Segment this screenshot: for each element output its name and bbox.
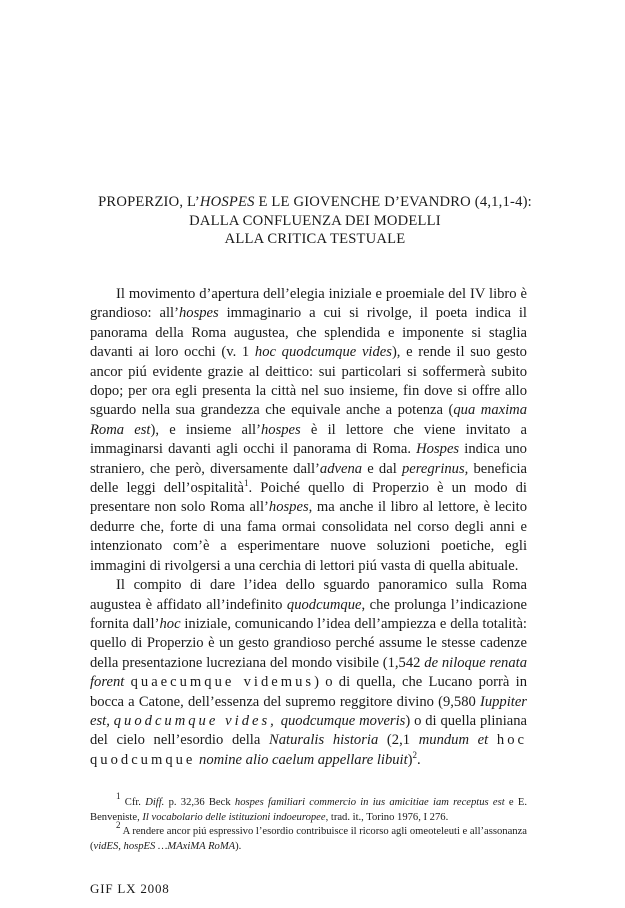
text: Cfr.: [120, 797, 146, 808]
italic-text: Diff.: [145, 797, 165, 808]
text: ): [407, 751, 413, 768]
text: , che prolunga l’indicazione fornita dall’: [90, 596, 527, 632]
text: .: [417, 751, 421, 768]
footnote-ref-2[interactable]: 2: [412, 749, 418, 760]
text: ) o di quella pliniana del cielo nell’esordio della: [90, 712, 527, 749]
text: Il movimento d’apertura dell’elegia iniziale e proemiale del IV libro è grandioso: all’: [90, 286, 527, 322]
italic-text: Il vocabolario delle istituzioni indoeuropee: [142, 811, 326, 823]
text: ) o di quella, che Lucano porrà in bocca a Catone, dell’essenza del supremo reggitore divino (9,580: [90, 674, 527, 710]
title-text: E LE GIOVENCHE D’EVANDRO (4,1,1-4):: [254, 194, 532, 210]
footnote-1: [90, 791, 527, 825]
text: immaginario a cui si rivolge, il poeta indica il panorama della Roma augustea, che splendida e imponente si staglia davanti ai loro occhi (v. 1: [90, 305, 527, 361]
spaced-italic-text: quodcumque vides,: [113, 712, 277, 729]
italic-text: hoc quodcumque vides: [254, 344, 392, 361]
italic-text: vidES, hospES …MAxiMA RoMA: [93, 840, 236, 852]
text: , trad. it., Torino 1976, I 276.: [325, 811, 449, 823]
spaced-text: hoc quodcumque: [90, 732, 527, 768]
text: (2,1: [378, 732, 419, 749]
italic-text: advena: [319, 460, 363, 477]
italic-text: Hospes: [416, 441, 460, 458]
title-text: PROPERZIO, L’: [98, 194, 200, 210]
text: p. 32,36 Beck: [164, 797, 235, 808]
footnotes: [90, 791, 527, 854]
text: ), e insieme all’: [150, 421, 261, 438]
text: Il compito di dare l’idea dello sguardo panoramico sulla Roma augustea è affidato all’indefinito: [90, 577, 527, 613]
text: iniziale, comunicando l’idea dell’ampiezza e della totalità: quello di Properzio è un gesto grandioso perché assume le stesse cadenze della presentazione lucreziana del mondo visibile (1,542: [90, 615, 527, 671]
body-text: [90, 285, 527, 770]
italic-text: hospes familiari commercio in ius amicitiae iam receptus est: [234, 797, 505, 808]
italic-text: de niloque renata forent: [90, 654, 528, 691]
title-line-2: DALLA CONFLUENZA DEI MODELLI: [189, 212, 441, 229]
text: e dal: [362, 460, 402, 477]
text: A rendere ancor piú espressivo l’esordio contribuisce il ricorso agli omeoteleuti e all’assonanza (: [90, 826, 527, 852]
paragraph-1: [90, 285, 527, 576]
italic-text: hospes: [268, 499, 309, 516]
footnote-2: [90, 820, 527, 854]
journal-folio: GIF LX 2008: [90, 881, 170, 896]
italic-text: quodcumque: [286, 596, 362, 613]
italic-text: peregrinus,: [401, 460, 469, 477]
italic-text: hoc: [159, 615, 181, 632]
italic-text: Iuppiter est,: [90, 693, 527, 729]
article-title: [80, 193, 550, 249]
text: ).: [235, 840, 242, 852]
footnote-mark-2: 2: [116, 820, 121, 831]
italic-text: qua maxima Roma est: [90, 402, 528, 438]
paragraph-2: [90, 576, 527, 770]
title-line-3: ALLA CRITICA TESTUALE: [224, 231, 406, 247]
text: è il lettore che viene invitato a immaginarsi davanti agli occhi il panorama di Roma.: [90, 421, 527, 458]
title-italic: HOSPES: [199, 194, 255, 210]
title-line-1: [80, 193, 550, 212]
text: . Poiché quello di Properzio è un modo di presentare non solo Roma all’: [90, 480, 527, 516]
italic-text: nomine alio caelum appellare libuit: [199, 751, 408, 768]
footnote-ref-1[interactable]: 1: [244, 478, 249, 489]
text: , ma anche il libro al lettore, è lecito dedurre che, forte di una fama ormai consolidata nel corso degli anni e intenzionato com’è a esperimentare nuove soluzioni poetiche, egli immagini di rivolgersi a una cerchia di lettori piú vasta di quella abituale.: [90, 499, 527, 574]
italic-text: quodcumque moveris: [280, 712, 406, 729]
text: e E. Benveniste,: [90, 797, 527, 823]
spaced-text: quaecumque videmus: [130, 674, 315, 691]
text: beneficia delle leggi dell’ospitalità: [90, 460, 527, 497]
text: indica uno straniero, che però, diversamente dall’: [90, 441, 527, 477]
italic-text: mundum et: [418, 732, 489, 749]
text: ), e rende il suo gesto ancor piú evidente grazie al deittico: sui particolari si soffermerà subito dopo; per ora egli presenta la città nel suo insieme, fin dove si offre allo sguardo nella sua grandezza che equivale anche a potenza (: [90, 344, 527, 419]
footnote-mark-1: 1: [116, 791, 121, 801]
italic-text: Naturalis historia: [269, 732, 379, 749]
italic-text: hospes: [260, 421, 301, 438]
italic-text: hospes: [178, 305, 219, 322]
